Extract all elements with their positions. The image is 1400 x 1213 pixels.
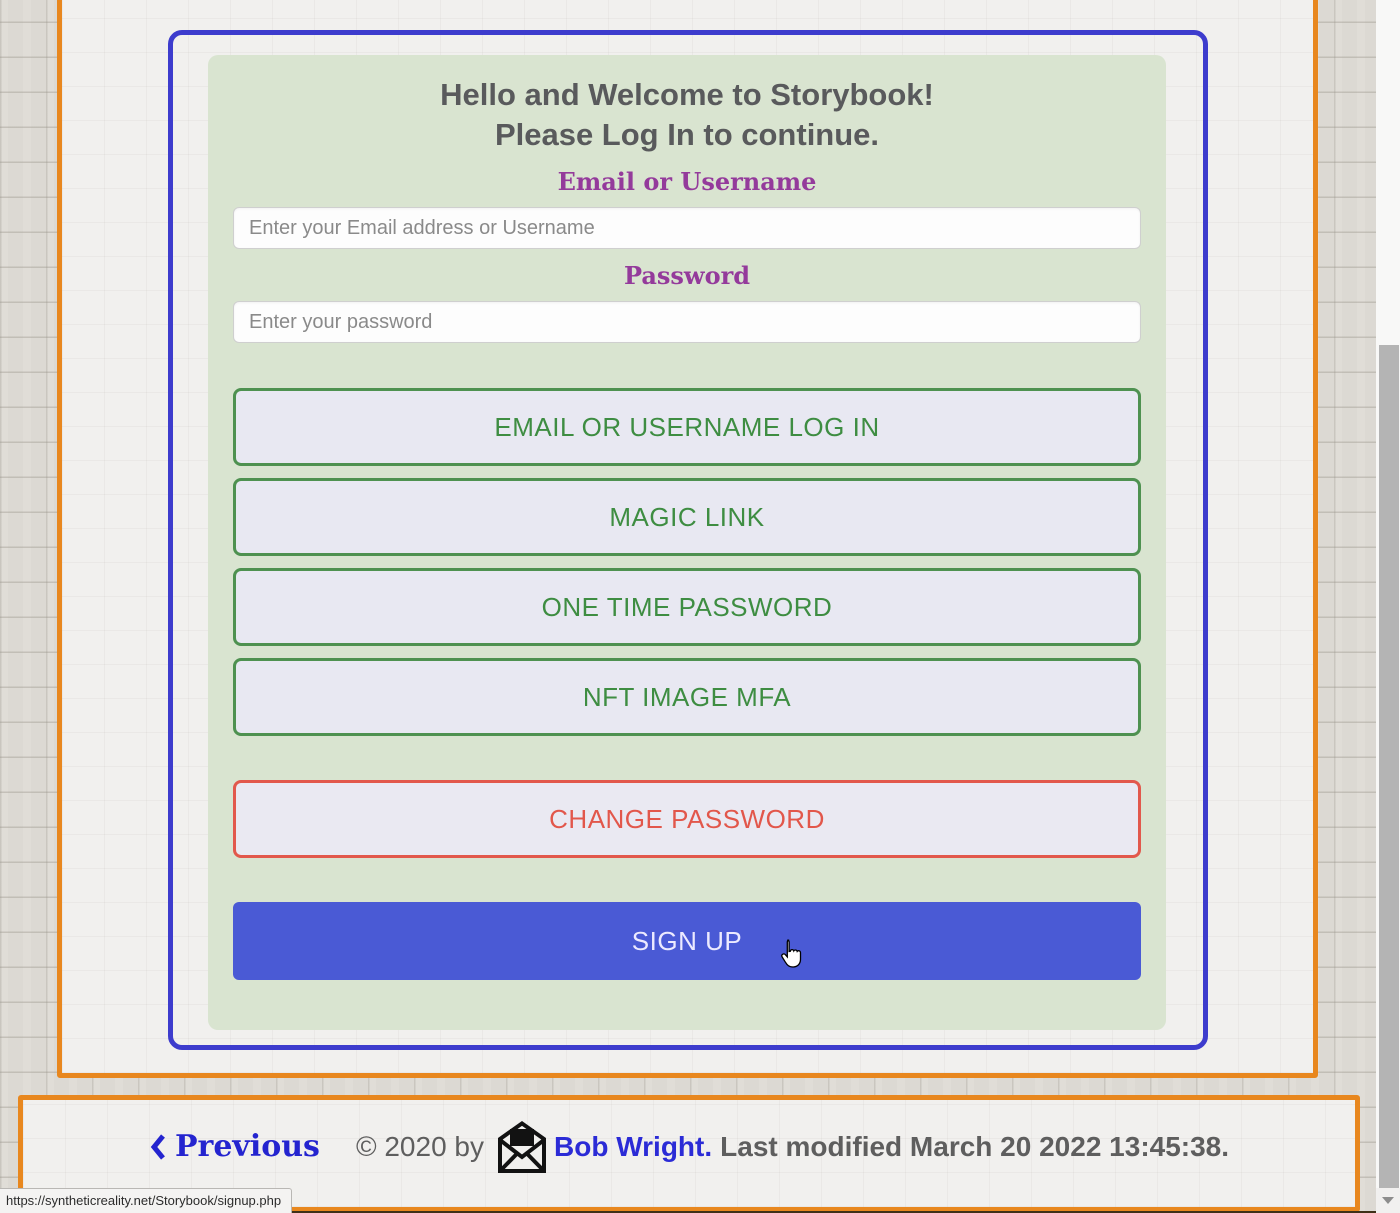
email-label: Email or Username (557, 167, 817, 196)
welcome-heading-line1: Hello and Welcome to Storybook! (440, 77, 934, 112)
footer-content (149, 1119, 1229, 1175)
page-title (233, 75, 1141, 155)
previous-link-label: Previous (174, 1129, 320, 1164)
copyright-text: © 2020 by (355, 1130, 485, 1162)
nft-image-mfa-button[interactable]: NFT IMAGE MFA (233, 658, 1141, 736)
scroll-down-arrow-icon (1382, 1197, 1394, 1204)
password-input[interactable] (233, 301, 1141, 343)
email-login-button[interactable]: EMAIL OR USERNAME LOG IN (233, 388, 1141, 466)
scrollbar-down-button[interactable] (1376, 1188, 1400, 1213)
email-input[interactable] (233, 207, 1141, 249)
magic-link-button[interactable]: MAGIC LINK (233, 478, 1141, 556)
sign-up-button[interactable]: SIGN UP (233, 902, 1141, 980)
open-envelope-icon[interactable] (496, 1119, 548, 1175)
login-card (208, 55, 1166, 1030)
scrollbar-thumb[interactable] (1379, 345, 1399, 1188)
chevron-left-icon (149, 1132, 167, 1162)
login-form-container (168, 30, 1208, 1050)
welcome-heading-line2: Please Log In to continue. (494, 117, 880, 152)
previous-link[interactable] (149, 1129, 320, 1164)
last-modified-text: Last modified March 20 2022 13:45:38. (720, 1130, 1230, 1162)
change-password-button[interactable]: CHANGE PASSWORD (233, 780, 1141, 858)
link-target-status-bar: https://syntheticreality.net/Storybook/signup.php (0, 1188, 292, 1213)
vertical-scrollbar[interactable] (1376, 0, 1400, 1213)
page-container (57, 0, 1318, 1078)
one-time-password-button[interactable]: ONE TIME PASSWORD (233, 568, 1141, 646)
password-label: Password (623, 261, 751, 290)
author-link[interactable]: Bob Wright. (554, 1130, 713, 1162)
